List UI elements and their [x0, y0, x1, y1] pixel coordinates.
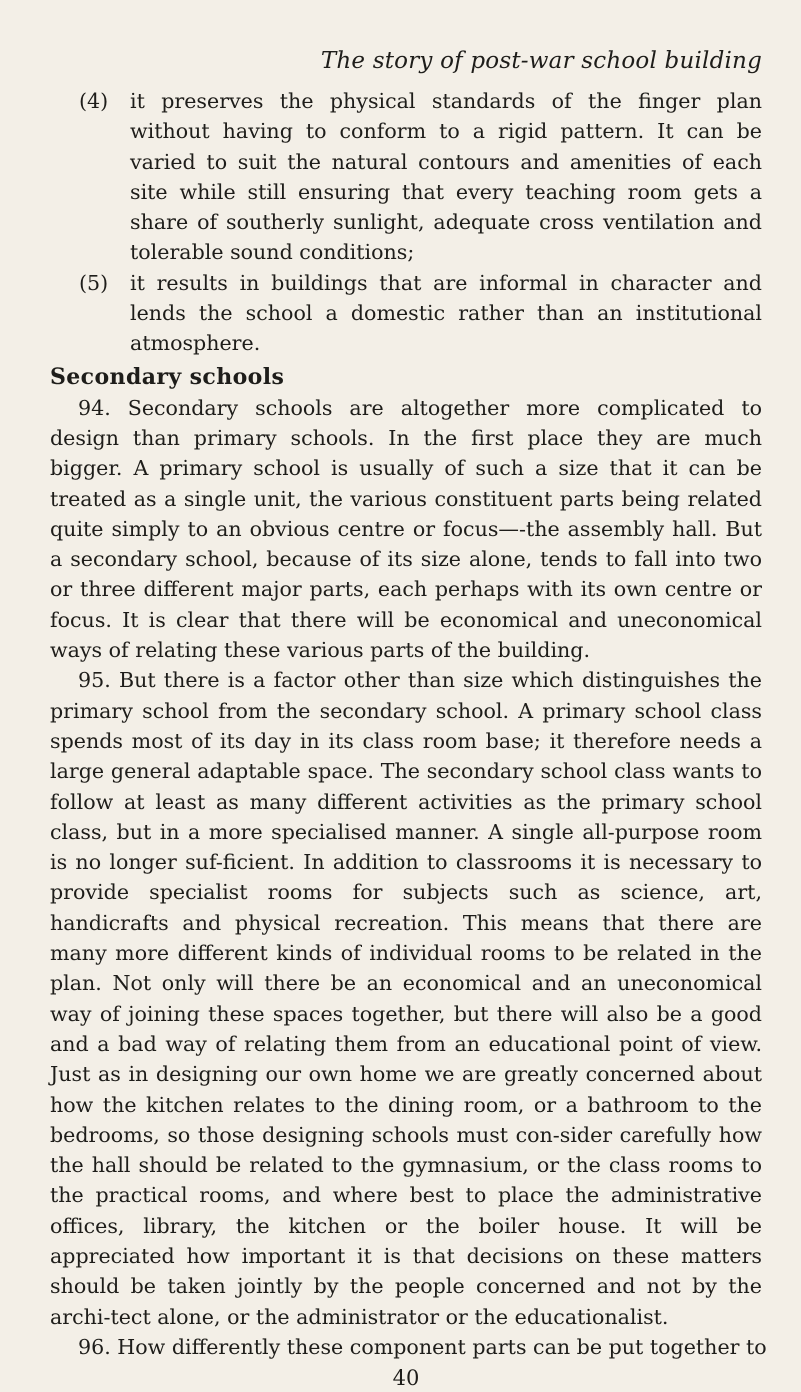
- list-item-number: (5): [79, 270, 109, 295]
- document-page: [50, 46, 767, 1392]
- paragraph-95: 95. But there is a factor other than size which distinguishes the primary school from the secondary school. A primary school class spends most of its day in its class room base; it therefore needs a large general adaptable space. The secondary school class wants to follow at least as many different activities as the primary school class, but in a more specialised manner. A single all-purpose room is no longer suf-ficient. In addition to classrooms it is necessary to provide specialist rooms for subjects such as science, art, handicrafts and physical recreation. This means that there are many more different kinds of individual rooms to be related in the plan. Not only will there be an economical and an uneconomical way of joining these spaces together, but there will also be a good and a bad way of relating them from an educational point of view. Just as in designing our own home we are greatly concerned about how the kitchen relates to the dining room, or a bathroom to the bedrooms, so those designing schools must con-sider carefully how the hall should be related to the gymnasium, or the class rooms to the practical rooms, and where best to place the administrative offices, library, the kitchen or the boiler house. It will be appreciated how important it is that decisions on these matters should be taken jointly by the people concerned and not by the archi-tect alone, or the administrator or the educationalist.: [50, 668, 762, 1329]
- list-item-number: (4): [79, 89, 109, 113]
- list-item-text: it results in buildings that are informal in character and lends the school a domestic rather than an institutional atmosphere.: [130, 270, 762, 356]
- list-item: [50, 86, 762, 268]
- list-item-text: it preserves the physical standards of the finger plan without having to conform to a rigid pattern. It can be varied to suit the natural contours and amenities of each site while still ensuring that every teaching room gets a share of southerly sunlight, adequate cross ventilation and tolerable sound conditions;: [130, 89, 762, 265]
- paragraph-96: 96. How differently these component parts can be put together to: [78, 1334, 767, 1359]
- section-heading: Secondary schools: [50, 363, 285, 390]
- list-item: [50, 268, 762, 359]
- page-number: 40: [392, 1366, 420, 1391]
- running-header: The story of post-war school building: [320, 48, 762, 74]
- paragraph-94: 94. Secondary schools are altogether more complicated to design than primary schools. In the first place they are much bigger. A primary school is usually of such a size that it can be treated as a single unit, the various constituent parts being related quite simply to an obvious centre or focus—-the assembly hall. But a secondary school, because of its size alone, tends to fall into two or three different major parts, each perhaps with its own centre or focus. It is clear that there will be economical and uneconomical ways of relating these various parts of the building.: [50, 395, 762, 663]
